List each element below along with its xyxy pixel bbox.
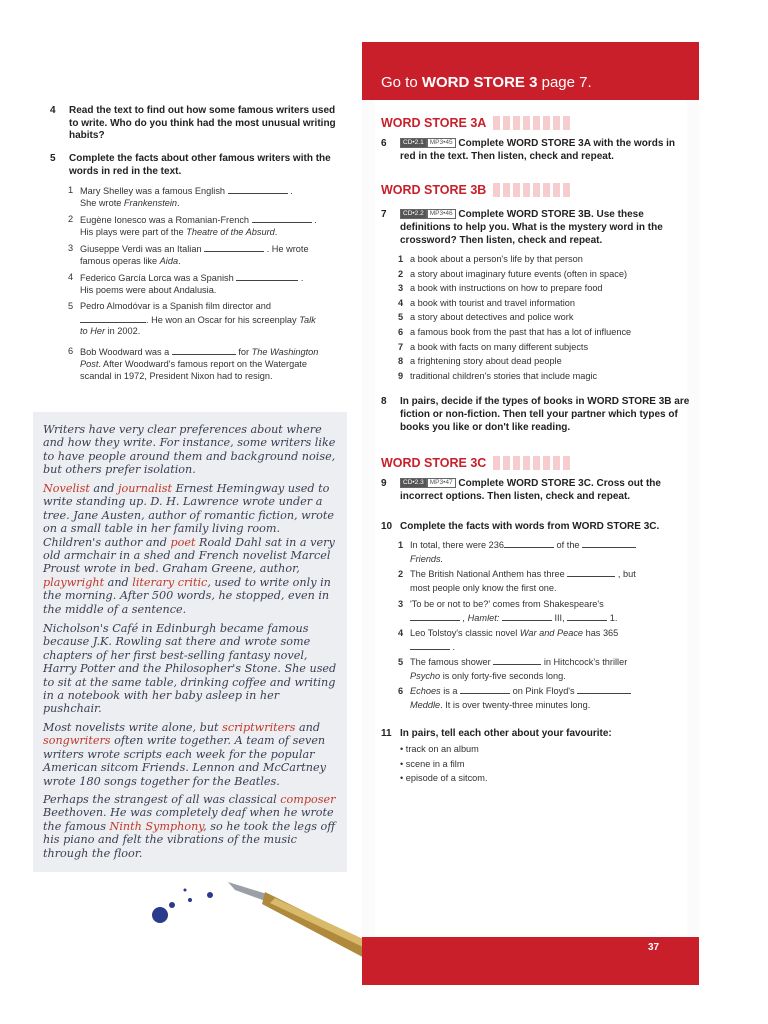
q10-item-1: 1 In total, there were 236 of the Friends. (398, 538, 688, 568)
question-6: 6 CD•2.1 MP3•45 Complete WORD STORE 3A with the words in red in the text. Then listen, check and repeat. (381, 138, 676, 162)
q5-item-2: 2 Eugène Ionesco was a Romanian-French . His plays were part of the Theatre of the Absurd. (68, 214, 317, 237)
question-5-text: Complete the facts about other famous writers with the words in red in the text. (69, 153, 331, 177)
chevron-decoration-icon (493, 183, 573, 197)
question-7: 7 CD•2.2 MP3•46 Complete WORD STORE 3B. Use these definitions to help you. What is the mystery word in the crossword? Then listen, check and repeat. (381, 209, 663, 246)
article-paragraph-5: Perhaps the strangest of all was classical composer Beethoven. He was completely deaf when he wrote the famous Ninth Symphony, so he took the legs off his piano and felt the vibrations of the music through the floor. (43, 793, 336, 860)
q11-bullet-3: • episode of a sitcom. (400, 773, 488, 783)
question-9: 9 CD•2.3 MP3•47 Complete WORD STORE 3C. Cross out the incorrect options. Then listen, check and repeat. (381, 478, 661, 502)
word-store-3a-heading: WORD STORE 3A (381, 116, 487, 130)
q10-item-3: 3 'To be or not to be?' comes from Shakespeare's , Hamlet: III, 1. (398, 599, 618, 623)
q10-item-4: 4 Leo Tolstoy's classic novel War and Peace has 365 . (398, 628, 619, 652)
article-paragraph-4: Most novelists write alone, but scriptwriters and songwriters often write together. A team of seven writers wrote scripts each week for the popular American sitcom Friends. Lennon and McCartney wrote 180 songs together for the Beatles. (43, 721, 326, 788)
page-number: 37 (648, 942, 660, 953)
q10-item-2: 2 The British National Anthem has three , but most people only know the first one. (398, 569, 636, 593)
word-store-3c-heading: WORD STORE 3C (381, 456, 487, 470)
word-store-3b-heading: WORD STORE 3B (381, 183, 487, 197)
q5-item-1: 1 Mary Shelley was a famous English . She wrote Frankenstein. (68, 185, 293, 208)
q11-bullet-1: • track on an album (400, 744, 479, 754)
q5-item-4: 4 Federico García Lorca was a Spanish . His poems were about Andalusia. (68, 272, 304, 295)
q10-item-5: 5 The famous shower in Hitchcock's thriller Psycho is only forty-five seconds long. (398, 657, 628, 681)
question-5: 5 Complete the facts about other famous writers with the words in red in the text. (50, 153, 350, 181)
article-paragraph-2: Novelist and journalist Ernest Hemingway used to write standing up. D. H. Lawrence wrote under a tree. Jane Austen, author of romantic fiction, wrote on a small table in her family living room. Children's author and poet Roald Dahl sat in a very old armchair in a shed and French novelist Marcel Proust wrote in bed. Graham Greene, author, playwright and literary critic, used to write only in the morning. After 500 words, he stopped, even in the middle of a sentence. (43, 482, 335, 616)
q10-item-6: 6 Echoes is a on Pink Floyd's Meddle. It is over twenty-three minutes long. (398, 684, 688, 714)
q5-item-3: 3 Giuseppe Verdi was an Italian . He wrote famous operas like Aida. (68, 243, 309, 266)
question-10: 10 Complete the facts with words from WORD STORE 3C. (381, 521, 660, 532)
article-paragraph-3: Nicholson's Café in Edinburgh became famous because J.K. Rowling sat there and wrote some chapters of her first best-selling fantasy novel, Harry Potter and the Philosopher's Stone. She used to sit at the same table, drinking coffee and writing in a notebook with her baby asleep in her pushchair. (43, 622, 337, 716)
banner-text: Go to WORD STORE 3 page 7. (381, 74, 592, 91)
question-11: 11 In pairs, tell each other about your favourite: (381, 728, 612, 739)
chevron-decoration-icon (493, 116, 573, 130)
question-4-text: Read the text to find out how some famous writers used to write. Who do you think had the most unusual writing habits? (69, 105, 336, 141)
chevron-decoration-icon (493, 456, 573, 470)
q5-item-5: 5 Pedro Almodóvar is a Spanish film director and . He won an Oscar for his screenplay Talk to Her in 2002. (68, 301, 316, 336)
article-paragraph-1: Writers have very clear preferences about where and how they write. For instance, some writers like to have people around them and background noise, but others prefer isolation. (43, 423, 336, 477)
q11-bullet-2: • scene in a film (400, 759, 465, 769)
banner (362, 42, 699, 100)
question-8: 8 In pairs, decide if the types of books in WORD STORE 3B are fiction or non-fiction. Then tell your partner which types of books you like or don't like reading. (381, 396, 690, 433)
q5-item-6: 6 Bob Woodward was a for The Washington Post. After Woodward's famous report on the Watergate scandal in 1972, President Nixon had to resign. (68, 346, 319, 381)
question-4: 4 Read the text to find out how some famous writers used to write. Who do you think had the most unusual writing habits? (50, 105, 350, 145)
